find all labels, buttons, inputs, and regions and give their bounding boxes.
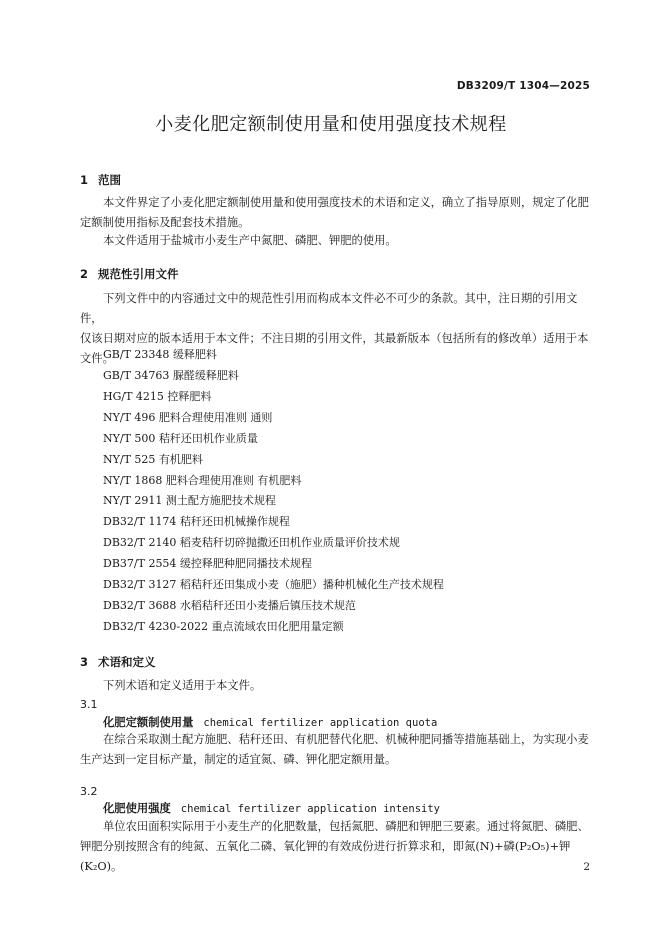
reference-item: GB/T 23348 缓释肥料 (103, 348, 217, 361)
section-2-heading (80, 266, 179, 282)
section-title: 范围 (98, 173, 121, 187)
text-line: 下列文件中的内容通过文中的规范性引用而构成本文件必不可少的条款。其中，注日期的引用文件， (80, 292, 578, 325)
term-heading (103, 800, 440, 816)
reference-item: DB32/T 3688 水稻秸秆还田小麦播后镇压技术规范 (103, 599, 356, 612)
term-definition (80, 817, 600, 877)
terms-intro (80, 676, 600, 696)
term-definition (80, 730, 600, 770)
reference-item: HG/T 4215 控释肥料 (103, 390, 212, 403)
reference-item: NY/T 496 肥料合理使用准则 通则 (103, 411, 273, 424)
section-title: 术语和定义 (98, 655, 156, 669)
text-line: 下列术语和定义适用于本文件。 (103, 679, 262, 692)
section-1-heading (80, 172, 121, 188)
text-line: 单位农田面积实际用于小麦生产的化肥数量，包括氮肥、磷肥和钾肥三要素。通过将氮肥、磷肥、 (103, 820, 589, 833)
text-line: 钾肥分别按照含有的纯氮、五氧化二磷、氧化钾的有效成份进行折算求和，即氮(N)+磷(P₂O₅)+钾(K₂O)。 (80, 840, 571, 873)
section-number: 1 (80, 173, 89, 187)
reference-item: DB32/T 2140 稻麦秸秆切碎抛撒还田机作业质量评价技术规 (103, 536, 400, 549)
text-line: 本文件界定了小麦化肥定额制使用量和使用强度技术的术语和定义，确立了指导原则，规定了化肥 (103, 196, 589, 209)
text-line: 文件。 (80, 352, 114, 365)
section-number: 3 (80, 655, 89, 669)
scope-paragraph-2 (80, 231, 600, 251)
reference-item: DB32/T 1174 秸秆还田机械操作规程 (103, 515, 290, 528)
text-line: 定额制使用指标及配套技术措施。 (80, 216, 250, 229)
section-title: 规范性引用文件 (98, 267, 179, 281)
reference-item: NY/T 1868 肥料合理使用准则 有机肥料 (103, 474, 302, 487)
term-heading (103, 714, 437, 730)
text-line: 仅该日期对应的版本适用于本文件；不注日期的引用文件，其最新版本（包括所有的修改单）适用于本 (80, 332, 589, 345)
term-chinese: 化肥定额制使用量 (103, 716, 194, 729)
document-number: DB3209/T 1304—2025 (456, 80, 590, 92)
reference-item: NY/T 525 有机肥料 (103, 453, 203, 466)
term-english: chemical fertilizer application intensity (180, 803, 440, 815)
term-english: chemical fertilizer application quota (203, 717, 438, 729)
section-3-heading (80, 654, 156, 670)
page-number: 2 (583, 861, 590, 873)
reference-item: DB32/T 3127 稻秸秆还田集成小麦（施肥）播种机械化生产技术规程 (103, 578, 444, 591)
reference-item: DB37/T 2554 缓控释肥种肥同播技术规程 (103, 557, 312, 570)
reference-item: DB32/T 4230-2022 重点流域农田化肥用量定额 (103, 620, 344, 633)
text-line: 本文件适用于盐城市小麦生产中氮肥、磷肥、钾肥的使用。 (103, 234, 397, 247)
document-title: 小麦化肥定额制使用量和使用强度技术规程 (155, 114, 507, 135)
section-number: 2 (80, 267, 89, 281)
text-line: 在综合采取测土配方施肥、秸秆还田、有机肥替代化肥、机械种肥同播等措施基础上，为实现小麦 (103, 733, 589, 746)
reference-item: GB/T 34763 脲醛缓释肥料 (103, 369, 239, 382)
reference-item: NY/T 2911 测土配方施肥技术规程 (103, 494, 276, 507)
term-chinese: 化肥使用强度 (103, 802, 171, 815)
reference-item: NY/T 500 秸秆还田机作业质量 (103, 432, 258, 445)
text-line: 生产达到一定目标产量，制定的适宜氮、磷、钾化肥定额用量。 (80, 753, 397, 766)
scope-paragraph-1 (80, 193, 600, 233)
term-number: 3.2 (80, 785, 98, 798)
term-number: 3.1 (80, 698, 98, 711)
